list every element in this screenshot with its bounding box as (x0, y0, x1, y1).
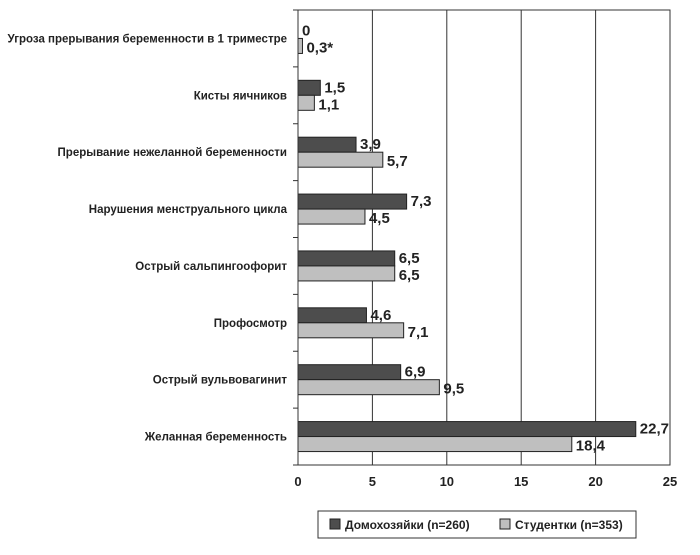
category-labels (7, 33, 287, 443)
category-label: Прерывание нежеланной беременности (57, 147, 287, 160)
data-label-series-1: 5,7 (386, 153, 408, 171)
data-label-series-1: 9,5 (443, 380, 465, 398)
data-label-series-1: 0,3* (306, 39, 334, 57)
x-tick-label: 15 (513, 474, 529, 489)
x-tick-label: 5 (368, 474, 377, 489)
data-label-series-0: 3,9 (360, 136, 381, 154)
x-tick-labels (294, 474, 677, 489)
category-label: Нарушения менструального цикла (88, 204, 287, 217)
bar-series-0 (298, 194, 407, 209)
data-label-series-1: 1,1 (318, 96, 340, 114)
bar-series-1 (298, 437, 572, 452)
data-label-series-1: 7,1 (407, 323, 429, 341)
gridlines (372, 10, 670, 465)
x-tick-label: 20 (588, 474, 603, 489)
bar-series-1 (298, 266, 395, 281)
legend-swatch-students (500, 519, 510, 529)
category-label: Желанная беременность (144, 431, 287, 444)
bar-series-1 (298, 152, 383, 167)
bar-series-0 (298, 422, 636, 437)
bar-series-1 (298, 38, 302, 53)
bar-series-1 (298, 380, 439, 395)
legend (318, 511, 636, 538)
bar-series-1 (298, 323, 404, 338)
category-label: Угроза прерывания беременности в 1 триместре (7, 33, 287, 46)
data-label-series-1: 4,5 (368, 210, 390, 228)
x-tick-label: 25 (662, 474, 678, 489)
bar-series-0 (298, 308, 366, 323)
legend-label-housewives: Домохозяйки (n=260) (345, 518, 470, 532)
category-label: Острый вульвовагинит (152, 374, 287, 387)
bar-series-1 (298, 209, 365, 224)
plot-area-border (298, 10, 670, 465)
category-label: Кисты яичников (193, 90, 287, 103)
bar-series-0 (298, 251, 395, 266)
data-label-series-1: 6,5 (398, 266, 420, 284)
data-label-series-0: 6,9 (404, 363, 426, 381)
category-label: Профосмотр (213, 317, 287, 330)
bar-series-0 (298, 80, 320, 95)
bar-series-0 (298, 365, 401, 380)
data-label-series-0: 0 (302, 22, 311, 40)
x-tick-label: 0 (294, 474, 302, 489)
axes (293, 10, 670, 465)
legend-swatch-housewives (330, 519, 340, 529)
legend-label-students: Студентки (n=353) (515, 518, 623, 532)
data-label-series-0: 4,6 (370, 306, 392, 324)
bars (298, 38, 636, 451)
data-label-series-0: 22,7 (639, 420, 669, 438)
data-label-series-0: 1,5 (324, 79, 346, 97)
bar-series-0 (298, 137, 356, 152)
category-label: Острый сальпингоофорит (135, 260, 287, 273)
data-label-series-1: 18,4 (575, 437, 605, 455)
bar-series-1 (298, 95, 314, 110)
data-label-series-0: 6,5 (398, 249, 420, 267)
x-tick-label: 10 (439, 474, 455, 489)
data-label-series-0: 7,3 (410, 193, 432, 211)
